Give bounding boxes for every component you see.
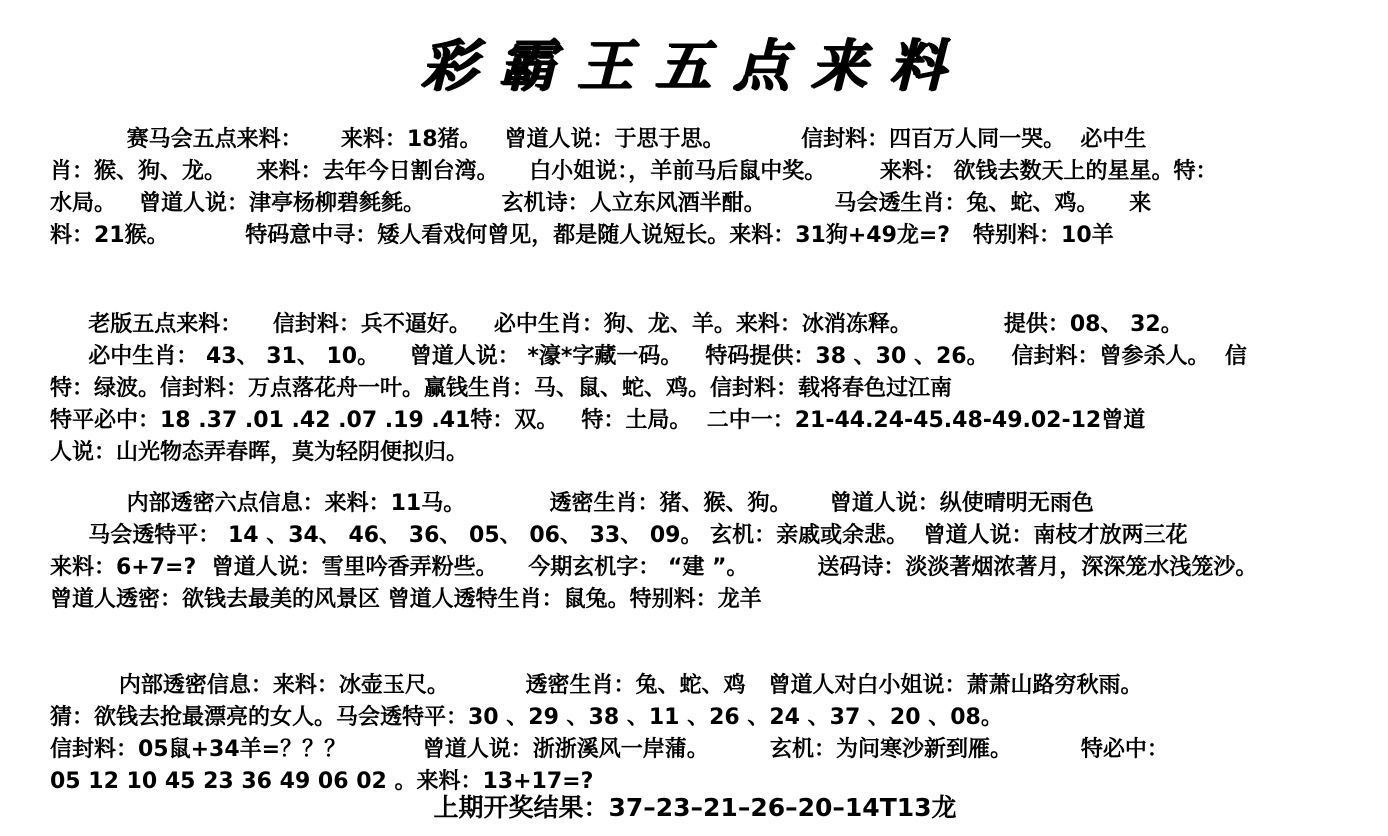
last-draw-result-text: 上期开奖结果：37–23–21–26–20–14T13龙 — [433, 793, 957, 822]
text-line: 曾道人透密：欲钱去最美的风景区 曾道人透特生肖：鼠兔。特别料：龙羊 — [50, 587, 762, 612]
section-1 — [50, 124, 1386, 252]
text-line: 老版五点来料： 信封料：兵不逼好。 必中生肖：狗、龙、羊。来料：冰消冻释。 提供：08、 32。 — [50, 312, 1183, 337]
text-line: 肖：猴、狗、龙。 来料：去年今日割台湾。 白小姐说：，羊前马后鼠中奖。 来料： 欲钱去数天上的星星。特： — [50, 159, 1218, 184]
text-line: 信封料：05鼠+34羊=？？？ 曾道人说：浙浙溪风一岸蒲。 玄机：为问寒沙新到雁。 特必中： — [50, 737, 1169, 762]
text-line: 人说：山光物态弄春晖，莫为轻阴便拟归。 — [50, 440, 469, 465]
section-4 — [50, 670, 1386, 798]
text-line: 内部透密信息：来料：冰壶玉尺。 透密生肖：兔、蛇、鸡 曾道人对白小姐说：萧萧山路穷秋雨。 — [50, 673, 1143, 698]
text-line: 猜：欲钱去抢最漂亮的女人。马会透特平：30 、29 、38 、11 、26 、24 、37 、20 、08。 — [50, 705, 1003, 730]
text-line: 内部透密六点信息：来料：11马。 透密生肖：猪、猴、狗。 曾道人说：纵使晴明无雨色 — [50, 491, 1094, 516]
text-line: 05 12 10 45 23 36 49 06 02 。来料：13+17=? — [50, 769, 594, 794]
text-line: 来料：6+7=? 曾道人说：雪里吟香弄粉些。 今期玄机字： “建 ”。 送码诗：淡淡著烟浓著月，深深笼水浅笼沙。 — [50, 555, 1258, 580]
section-3 — [50, 488, 1386, 616]
text-line: 马会透特平： 14 、34、 46、 36、 05、 06、 33、 09。 玄机：亲戚或余悲。 曾道人说：南枝才放两三花 — [50, 523, 1188, 548]
text-line: 水局。 曾道人说：津亭杨柳碧毵毵。 玄机诗：人立东风酒半酣。 马会透生肖：兔、蛇、鸡。 来 — [50, 191, 1152, 216]
text-line: 特：绿波。信封料：万点落花舟一叶。赢钱生肖：马、鼠、蛇、鸡。信封料：载将春色过江南 — [50, 376, 953, 401]
text-line: 必中生肖： 43、 31、 10。 曾道人说： *濠*字藏一码。 特码提供：38 、30 、26。 信封料：曾参杀人。 信 — [50, 344, 1247, 369]
last-draw-result — [0, 790, 1388, 826]
text-line: 特平必中：18 .37 .01 .42 .07 .19 .41特：双。 特：土局。 二中一：21-44.24-45.48-49.02-12曾道 — [50, 408, 1146, 433]
text-line: 赛马会五点来料： 来料：18猪。 曾道人说：于思于思。 信封料：四百万人同一哭。 必中生 — [50, 127, 1147, 152]
text-line: 料：21猴。 特码意中寻：矮人看戏何曾见，都是随人说短长。来料：31狗+49龙=? 特别料：10羊 — [50, 223, 1114, 248]
page-title: 彩霸王五点来料 — [421, 33, 967, 99]
section-2 — [50, 309, 1386, 469]
